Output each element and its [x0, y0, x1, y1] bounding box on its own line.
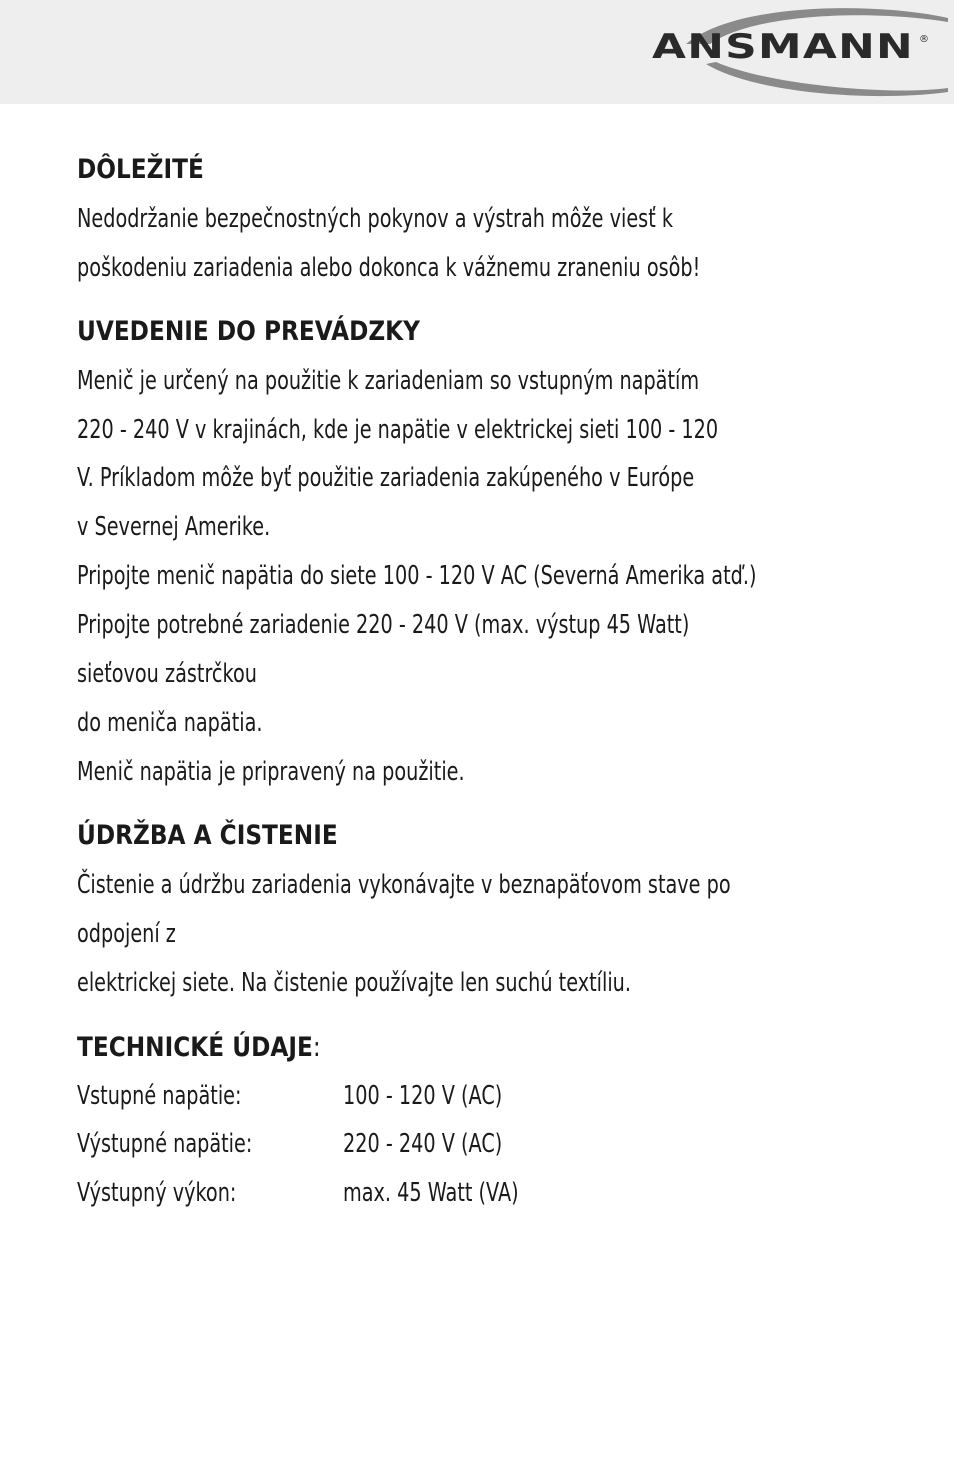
- paragraph-line: 220 - 240 V v krajinách, kde je napätie v elektrickej sieti 100 - 120: [77, 415, 719, 445]
- paragraph-line: Menič napätia je pripravený na použitie.: [77, 757, 465, 787]
- spec-label: Vstupné napätie:: [77, 1081, 242, 1111]
- registered-mark: ®: [919, 34, 929, 45]
- paragraph-line: Nedodržanie bezpečnostných pokynov a výstrah môže viesť k: [77, 204, 674, 234]
- paragraph-line: v Severnej Amerike.: [77, 512, 271, 542]
- paragraph-line: elektrickej siete. Na čistenie používajte len suchú textíliu.: [77, 968, 631, 998]
- spec-label: Výstupné napätie:: [77, 1129, 253, 1159]
- paragraph-line: Menič je určený na použitie k zariadeniam so vstupným napätím: [77, 366, 700, 396]
- spec-value: max. 45 Watt (VA): [343, 1178, 519, 1208]
- paragraph-line: Pripojte potrebné zariadenie 220 - 240 V (max. výstup 45 Watt): [77, 610, 690, 640]
- section-title-maintenance: ÚDRŽBA A ČISTENIE: [77, 820, 338, 851]
- paragraph-line: poškodeniu zariadenia alebo dokonca k vážnemu zraneniu osôb!: [77, 253, 701, 283]
- paragraph-line: Čistenie a údržbu zariadenia vykonávajte v beznapäťovom stave po: [77, 870, 731, 900]
- paragraph-line: do meniča napätia.: [77, 708, 263, 738]
- brand-wordmark: ANSMANN: [652, 27, 914, 67]
- spec-label: Výstupný výkon:: [77, 1178, 237, 1208]
- paragraph-line: sieťovou zástrčkou: [77, 659, 257, 689]
- technical-title-colon: :: [312, 1032, 321, 1063]
- section-title-important: DÔLEŽITÉ: [77, 154, 204, 185]
- paragraph-line: odpojení z: [77, 919, 176, 949]
- section-title-technical: [77, 1028, 321, 1068]
- paragraph-line: V. Príkladom môže byť použitie zariadenia zakúpeného v Európe: [77, 463, 695, 493]
- spec-value: 100 - 120 V (AC): [343, 1081, 503, 1111]
- spec-value: 220 - 240 V (AC): [343, 1129, 503, 1159]
- technical-title-text: TECHNICKÉ ÚDAJE: [77, 1032, 313, 1063]
- section-title-startup: UVEDENIE DO PREVÁDZKY: [77, 316, 420, 347]
- ansmann-logo: [646, 4, 954, 100]
- paragraph-line: Pripojte menič napätia do siete 100 - 120 V AC (Severná Amerika atď.): [77, 561, 757, 591]
